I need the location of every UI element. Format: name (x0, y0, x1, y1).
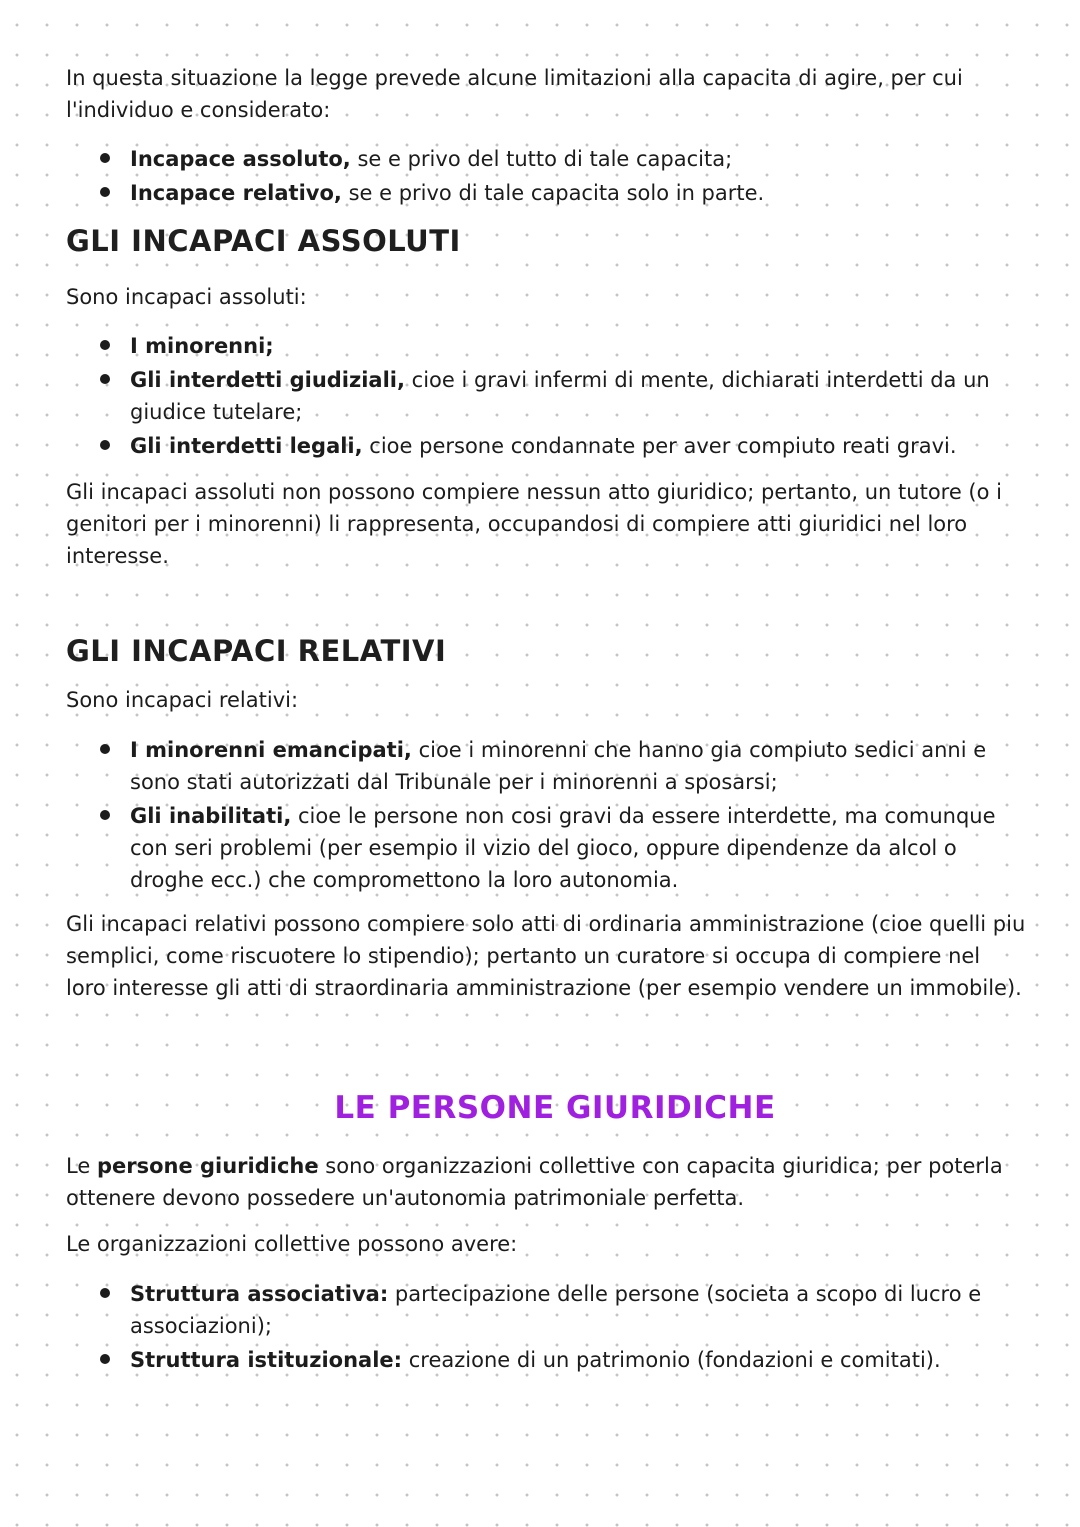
assoluti-closing: Gli incapaci assoluti non possono compiere nessun atto giuridico; pertanto, un tutore (o i genitori per i minorenni) li rappresenta, occupandosi di compiere atti giuridici nel loro interesse. (66, 480, 1002, 568)
heading-incapaci-assoluti: GLI INCAPACI ASSOLUTI (66, 224, 461, 258)
list-item: Gli inabilitati, cioe le persone non cosi gravi da essere interdette, ma comunque con seri problemi (per esempio il vizio del gioco, oppure dipendenze da alcol o droghe ecc.) che compromettono la loro autonomia. (96, 800, 1026, 896)
relativi-list (96, 734, 1026, 898)
bullet-icon (100, 810, 110, 820)
assoluti-list (96, 330, 1026, 464)
section-title-persone-giuridiche: LE PERSONE GIURIDICHE (334, 1090, 776, 1126)
bullet-icon (100, 187, 110, 197)
list-item: Gli interdetti legali, cioe persone condannate per aver compiuto reati gravi. (96, 430, 1026, 462)
list-item: Struttura associativa: partecipazione delle persone (societa a scopo di lucro e associazioni); (96, 1278, 1026, 1342)
list-item: Incapace assoluto, se e privo del tutto di tale capacita; (96, 143, 1026, 175)
heading-incapaci-relativi: GLI INCAPACI RELATIVI (66, 634, 447, 668)
bullet-icon (100, 153, 110, 163)
list-item: I minorenni; (96, 330, 1026, 362)
strutture-list (96, 1278, 1026, 1378)
bullet-icon (100, 374, 110, 384)
capacity-list (96, 143, 1026, 211)
list-item: I minorenni emancipati, cioe i minorenni che hanno gia compiuto sedici anni e sono stati autorizzati dal Tribunale per i minorenni a sposarsi; (96, 734, 1026, 798)
relativi-lead: Sono incapaci relativi: (66, 688, 299, 712)
bullet-icon (100, 1354, 110, 1364)
bullet-icon (100, 440, 110, 450)
organizzazioni-lead: Le organizzazioni collettive possono avere: (66, 1232, 518, 1256)
intro-paragraph: In questa situazione la legge prevede alcune limitazioni alla capacita di agire, per cui l'individuo e considerato: (66, 66, 963, 122)
bullet-icon (100, 744, 110, 754)
assoluti-lead: Sono incapaci assoluti: (66, 285, 307, 309)
relativi-closing: Gli incapaci relativi possono compiere solo atti di ordinaria amministrazione (cioe quelli piu semplici, come riscuotere lo stipendio); pertanto un curatore si occupa di compiere nel loro interesse gli atti di straordinaria amministrazione (per esempio vendere un immobile). (66, 912, 1026, 1000)
list-item: Struttura istituzionale: creazione di un patrimonio (fondazioni e comitati). (96, 1344, 1026, 1376)
list-item: Gli interdetti giudiziali, cioe i gravi infermi di mente, dichiarati interdetti da un giudice tutelare; (96, 364, 1026, 428)
bullet-icon (100, 340, 110, 350)
persone-giuridiche-definition: Le persone giuridiche sono organizzazioni collettive con capacita giuridica; per poterla ottenere devono possedere un'autonomia patrimoniale perfetta. (66, 1154, 1003, 1210)
list-item: Incapace relativo, se e privo di tale capacita solo in parte. (96, 177, 1026, 209)
bullet-icon (100, 1288, 110, 1298)
